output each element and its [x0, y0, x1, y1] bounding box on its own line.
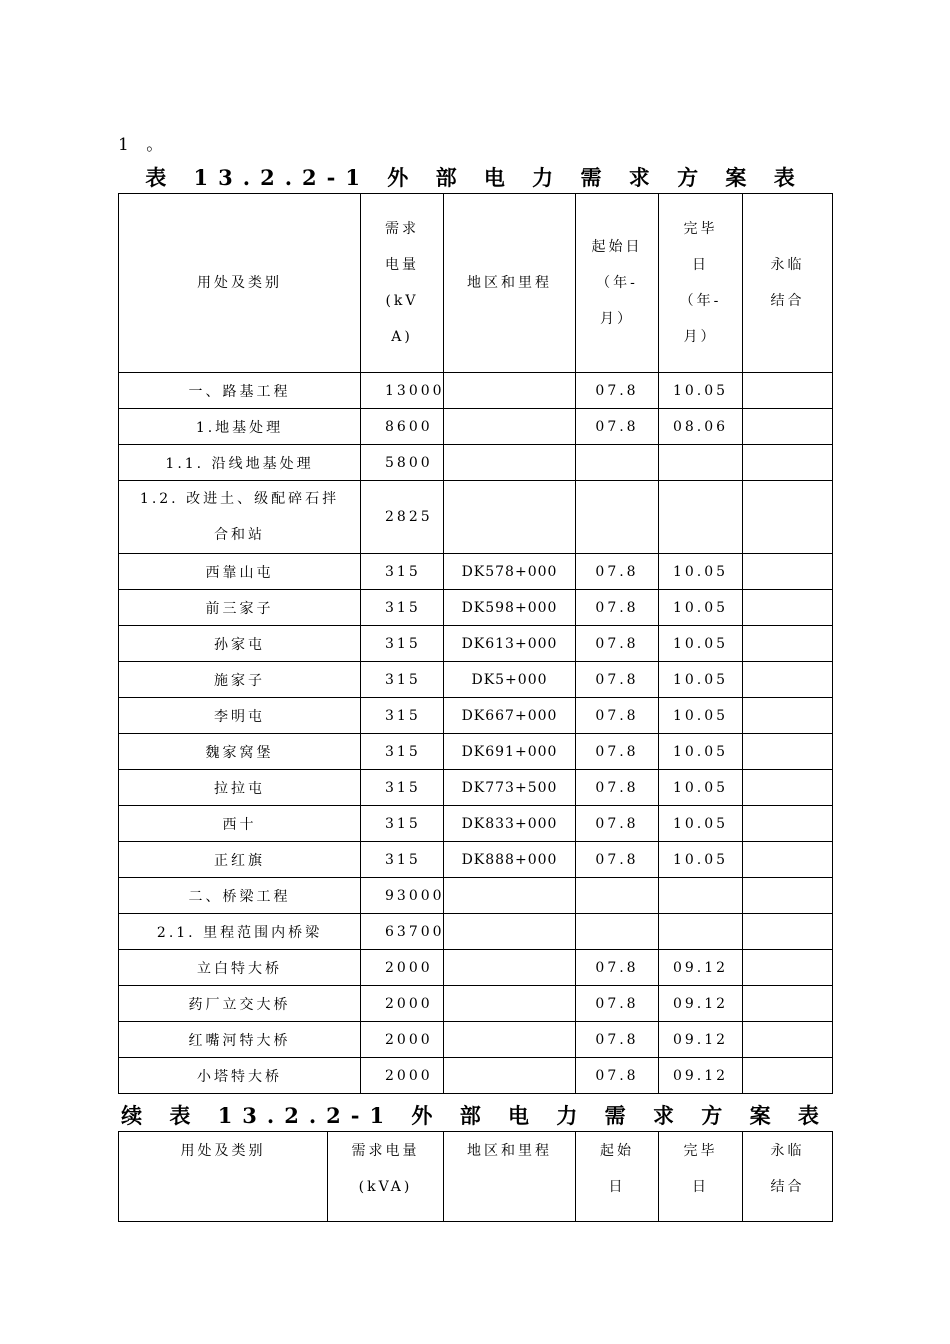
header-area: 地区和里程	[444, 194, 576, 373]
lead-text: 1 。	[118, 135, 170, 155]
cell-demand: 315	[361, 662, 444, 698]
header-end: 完毕日	[659, 1132, 743, 1222]
cell-demand: 315	[361, 554, 444, 590]
cell-usage: 李明屯	[119, 698, 361, 734]
cell-demand: 315	[361, 806, 444, 842]
header-end: 完毕日（年-月）	[659, 194, 743, 373]
cell-usage: 孙家屯	[119, 626, 361, 662]
cell-area	[444, 914, 576, 950]
cell-perm	[743, 986, 833, 1022]
cell-usage: 正红旗	[119, 842, 361, 878]
table-row	[119, 1022, 833, 1058]
cell-area	[444, 986, 576, 1022]
cell-start: 07.8	[576, 986, 659, 1022]
cell-demand: 315	[361, 590, 444, 626]
cell-start: 07.8	[576, 626, 659, 662]
cell-usage: 1.地基处理	[119, 409, 361, 445]
cell-perm	[743, 1058, 833, 1094]
cell-demand: 93000	[361, 878, 444, 914]
cell-perm	[743, 878, 833, 914]
cell-usage: 施家子	[119, 662, 361, 698]
cell-end	[659, 481, 743, 554]
cell-area	[444, 445, 576, 481]
cell-end: 10.05	[659, 373, 743, 409]
header-start: 起始日	[576, 1132, 659, 1222]
cell-area: DK691+000	[444, 734, 576, 770]
cell-usage: 二、桥梁工程	[119, 878, 361, 914]
cell-start: 07.8	[576, 770, 659, 806]
cell-area: DK598+000	[444, 590, 576, 626]
cell-start: 07.8	[576, 950, 659, 986]
table-row	[119, 950, 833, 986]
header-usage: 用处及类别	[119, 194, 361, 373]
cell-end: 09.12	[659, 950, 743, 986]
cell-area: DK667+000	[444, 698, 576, 734]
cell-area	[444, 409, 576, 445]
cell-end: 10.05	[659, 554, 743, 590]
cell-start: 07.8	[576, 373, 659, 409]
power-demand-table	[118, 193, 833, 1094]
cell-area: DK833+000	[444, 806, 576, 842]
cell-usage: 一、路基工程	[119, 373, 361, 409]
header-demand: 需求电量(kVA)	[328, 1132, 444, 1222]
cell-usage: 红嘴河特大桥	[119, 1022, 361, 1058]
cell-area	[444, 950, 576, 986]
table-header-row	[119, 1132, 833, 1222]
cell-usage: 小塔特大桥	[119, 1058, 361, 1094]
cell-demand: 2000	[361, 1022, 444, 1058]
cell-start: 07.8	[576, 806, 659, 842]
cell-end	[659, 878, 743, 914]
cell-demand: 63700	[361, 914, 444, 950]
table-row	[119, 1058, 833, 1094]
cell-usage: 立白特大桥	[119, 950, 361, 986]
table-row	[119, 698, 833, 734]
table-row	[119, 770, 833, 806]
cell-usage: 拉拉屯	[119, 770, 361, 806]
cell-perm	[743, 698, 833, 734]
table-row	[119, 806, 833, 842]
table-row	[119, 662, 833, 698]
table-row	[119, 373, 833, 409]
header-perm: 永临结合	[743, 1132, 833, 1222]
table1-title: 表 13.2.2-1 外 部 电 力 需 求 方 案 表	[145, 165, 805, 190]
cell-demand: 315	[361, 842, 444, 878]
cell-end: 10.05	[659, 698, 743, 734]
cell-usage: 前三家子	[119, 590, 361, 626]
cell-area: DK613+000	[444, 626, 576, 662]
cell-usage: 魏家窝堡	[119, 734, 361, 770]
table-row	[119, 878, 833, 914]
cell-perm	[743, 445, 833, 481]
table-header-row	[119, 194, 833, 373]
cell-perm	[743, 554, 833, 590]
cell-end: 10.05	[659, 662, 743, 698]
header-start: 起始日（年-月）	[576, 194, 659, 373]
cell-end: 10.05	[659, 806, 743, 842]
header-demand: 需求电量(kVA)	[361, 194, 444, 373]
table-row	[119, 445, 833, 481]
cell-demand: 8600	[361, 409, 444, 445]
cell-start: 07.8	[576, 1058, 659, 1094]
cell-start	[576, 481, 659, 554]
cell-usage: 西靠山屯	[119, 554, 361, 590]
cell-end: 10.05	[659, 626, 743, 662]
cell-usage: 药厂立交大桥	[119, 986, 361, 1022]
cell-demand: 2000	[361, 986, 444, 1022]
cell-end: 09.12	[659, 1022, 743, 1058]
cell-demand: 315	[361, 698, 444, 734]
cell-start: 07.8	[576, 698, 659, 734]
cell-perm	[743, 842, 833, 878]
table-row	[119, 986, 833, 1022]
cell-end: 08.06	[659, 409, 743, 445]
cell-end	[659, 914, 743, 950]
cell-perm	[743, 662, 833, 698]
cell-area: DK888+000	[444, 842, 576, 878]
cell-start: 07.8	[576, 1022, 659, 1058]
cell-start: 07.8	[576, 590, 659, 626]
cell-area	[444, 1058, 576, 1094]
cell-end: 10.05	[659, 770, 743, 806]
cell-area	[444, 878, 576, 914]
header-usage: 用处及类别	[119, 1132, 328, 1222]
cell-perm	[743, 914, 833, 950]
cell-start: 07.8	[576, 662, 659, 698]
cell-area	[444, 481, 576, 554]
cell-end: 10.05	[659, 734, 743, 770]
cell-start: 07.8	[576, 554, 659, 590]
table-row	[119, 554, 833, 590]
cell-usage: 2.1. 里程范围内桥梁	[119, 914, 361, 950]
cell-start	[576, 445, 659, 481]
cell-perm	[743, 1022, 833, 1058]
table-row	[119, 914, 833, 950]
cell-demand: 315	[361, 770, 444, 806]
cell-start: 07.8	[576, 409, 659, 445]
cell-perm	[743, 626, 833, 662]
cell-area: DK773+500	[444, 770, 576, 806]
cell-perm	[743, 590, 833, 626]
cell-perm	[743, 950, 833, 986]
table-row	[119, 409, 833, 445]
cell-perm	[743, 770, 833, 806]
cell-start: 07.8	[576, 734, 659, 770]
cell-start: 07.8	[576, 842, 659, 878]
cell-end: 09.12	[659, 1058, 743, 1094]
cell-end: 09.12	[659, 986, 743, 1022]
cell-start	[576, 914, 659, 950]
cell-area	[444, 373, 576, 409]
cell-demand: 2000	[361, 950, 444, 986]
table-row	[119, 842, 833, 878]
cell-demand: 13000	[361, 373, 444, 409]
header-area: 地区和里程	[444, 1132, 576, 1222]
cell-usage: 西十	[119, 806, 361, 842]
cell-end: 10.05	[659, 842, 743, 878]
cell-perm	[743, 373, 833, 409]
table-row	[119, 481, 833, 554]
cell-area	[444, 1022, 576, 1058]
cell-demand: 5800	[361, 445, 444, 481]
cell-end: 10.05	[659, 590, 743, 626]
cell-perm	[743, 481, 833, 554]
cell-usage: 1.1. 沿线地基处理	[119, 445, 361, 481]
table-row	[119, 734, 833, 770]
table-row	[119, 626, 833, 662]
cell-perm	[743, 409, 833, 445]
power-demand-table-continued	[118, 1131, 833, 1222]
cell-start	[576, 878, 659, 914]
table2-title: 续 表 13.2.2-1 外 部 电 力 需 求 方 案 表	[121, 1103, 829, 1128]
cell-usage: 1.2. 改进土、级配碎石拌合和站	[119, 481, 361, 554]
cell-demand: 2000	[361, 1058, 444, 1094]
cell-demand: 315	[361, 626, 444, 662]
cell-area: DK5+000	[444, 662, 576, 698]
cell-perm	[743, 806, 833, 842]
table-row	[119, 590, 833, 626]
cell-perm	[743, 734, 833, 770]
header-perm: 永临结合	[743, 194, 833, 373]
cell-end	[659, 445, 743, 481]
cell-area: DK578+000	[444, 554, 576, 590]
cell-demand: 315	[361, 734, 444, 770]
cell-demand: 2825	[361, 481, 444, 554]
